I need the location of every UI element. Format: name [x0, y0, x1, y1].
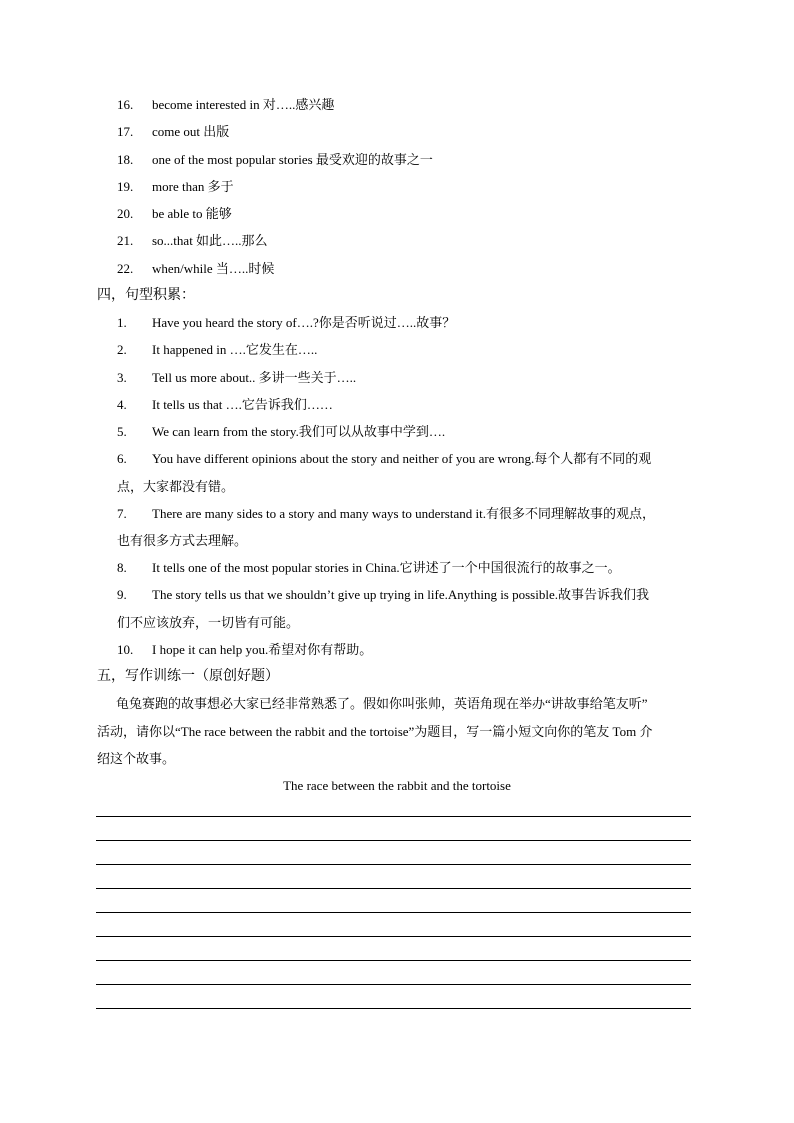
sentence-number: 1. — [117, 315, 127, 330]
writing-line[interactable] — [96, 864, 691, 865]
sentence-continuation: 们不应该放弃，一切皆有可能。 — [117, 615, 300, 630]
sentence-number: 5. — [117, 424, 127, 439]
essay-title: The race between the rabbit and the tortoise — [283, 778, 511, 793]
sentence-number: 7. — [117, 506, 127, 521]
writing-line[interactable] — [96, 984, 691, 985]
vocab-item: so...that 如此…..那么 — [152, 233, 268, 248]
sentence-item: Have you heard the story of….?你是否听说过…..故事？ — [152, 315, 456, 330]
writing-line[interactable] — [96, 960, 691, 961]
writing-line[interactable] — [96, 816, 691, 817]
sentence-item: The story tells us that we shouldn’t give up trying in life.Anything is possible.故事告诉我们我 — [152, 587, 649, 602]
vocab-item: come out 出版 — [152, 124, 230, 139]
writing-line[interactable] — [96, 912, 691, 913]
sentence-item: You have different opinions about the story and neither of you are wrong.每个人都有不同的观 — [152, 451, 652, 466]
writing-line[interactable] — [96, 840, 691, 841]
sentence-number: 4. — [117, 397, 127, 412]
vocab-item: be able to 能够 — [152, 206, 232, 221]
vocab-item: when/while 当…..时候 — [152, 261, 275, 276]
sentence-number: 10. — [117, 642, 134, 657]
sentence-item: It happened in ….它发生在….. — [152, 342, 318, 357]
sentence-item: It tells us that ….它告诉我们…… — [152, 397, 333, 412]
writing-line[interactable] — [96, 888, 691, 889]
sentence-number: 2. — [117, 342, 127, 357]
vocab-item: one of the most popular stories 最受欢迎的故事之一 — [152, 152, 433, 167]
sentence-continuation: 点，大家都没有错。 — [117, 479, 235, 494]
sentence-item: Tell us more about.. 多讲一些关于….. — [152, 370, 357, 385]
sentence-continuation: 也有很多方式去理解。 — [117, 533, 248, 548]
sentence-number: 8. — [117, 560, 127, 575]
sentence-item: We can learn from the story.我们可以从故事中学到…. — [152, 424, 446, 439]
vocab-number: 18. — [117, 152, 134, 167]
sentence-number: 9. — [117, 587, 127, 602]
sentence-number: 3. — [117, 370, 127, 385]
vocab-number: 17. — [117, 124, 134, 139]
vocab-number: 19. — [117, 179, 134, 194]
vocab-item: become interested in 对…..感兴趣 — [152, 97, 335, 112]
prompt-line: 活动，请你以“The race between the rabbit and the tortoise”为题目，写一篇小短文向你的笔友 Tom 介 — [97, 724, 653, 739]
vocab-item: more than 多于 — [152, 179, 234, 194]
writing-line[interactable] — [96, 936, 691, 937]
sentence-item: It tells one of the most popular stories in China.它讲述了一个中国很流行的故事之一。 — [152, 560, 621, 575]
section4-heading: 四，句型积累： — [97, 288, 195, 303]
sentence-item: There are many sides to a story and many ways to understand it.有很多不同理解故事的观点， — [152, 506, 655, 521]
sentence-item: I hope it can help you.希望对你有帮助。 — [152, 642, 373, 657]
vocab-number: 20. — [117, 206, 134, 221]
prompt-line: 绍这个故事。 — [97, 751, 176, 766]
sentence-number: 6. — [117, 451, 127, 466]
writing-line[interactable] — [96, 1008, 691, 1009]
vocab-number: 22. — [117, 261, 134, 276]
section5-heading: 五，写作训练一（原创好题） — [97, 669, 279, 684]
vocab-number: 21. — [117, 233, 134, 248]
prompt-line: 龟兔赛跑的故事想必大家已经非常熟悉了。假如你叫张帅，英语角现在举办“讲故事给笔友听” — [116, 696, 648, 711]
vocab-number: 16. — [117, 97, 134, 112]
